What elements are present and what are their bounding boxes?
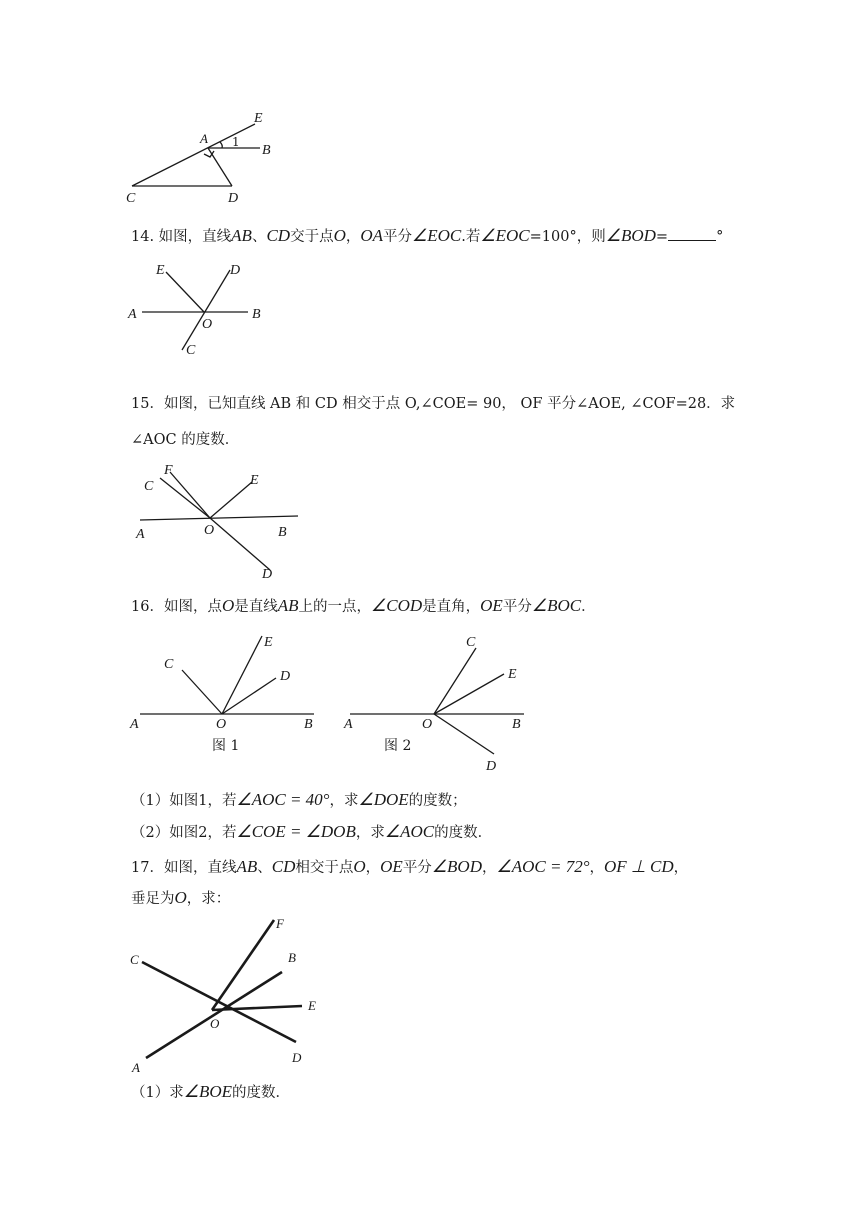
line-od — [210, 518, 270, 570]
line-oc — [182, 670, 222, 714]
label-a: A — [200, 131, 208, 146]
label-b: B — [262, 143, 271, 158]
q16-part2: （2）如图2，若∠COE = ∠DOB，求∠AOC的度数． — [131, 822, 493, 841]
label-e: E — [254, 111, 263, 126]
line-ab — [146, 972, 282, 1058]
label-c: C — [466, 635, 476, 650]
label-c: C — [130, 952, 139, 967]
label-c: C — [126, 191, 136, 206]
label-a: A — [128, 307, 137, 322]
q16-part1: （1）如图1，若∠AOC = 40°，求∠DOE的度数； — [131, 790, 467, 809]
figure-q15 — [130, 458, 310, 584]
q14-text: 14. 如图，直线AB、CD交于点O，OA平分∠EOC.若∠EOC=100°，则∠BOD= ° — [131, 226, 724, 245]
label-d: D — [230, 263, 241, 278]
q17-line2: 垂足为O，求： — [131, 888, 231, 907]
label-e: E — [508, 667, 517, 682]
label-b: B — [252, 307, 261, 322]
label-o: O — [216, 717, 227, 732]
label-d: D — [262, 567, 273, 582]
label-a: A — [130, 717, 139, 732]
line-ab — [140, 516, 298, 520]
label-a: A — [344, 717, 353, 732]
q16-text: 16．如图，点O是直线AB上的一点，∠COD是直角，OE平分∠BOC． — [131, 596, 596, 615]
q15-line1: 15．如图，已知直线 AB 和 CD 相交于点 O,∠COE= 90， OF 平分∠AOE, ∠COF=28．求 — [131, 396, 736, 412]
caption-fig1: 图 1 — [212, 738, 240, 754]
figure-q14 — [126, 258, 276, 364]
figure-q16-1 — [126, 628, 326, 756]
angle-1-arc — [220, 142, 222, 148]
line-oc — [160, 478, 210, 518]
figure-top-triangle — [120, 108, 290, 208]
label-o: O — [210, 1016, 220, 1031]
q17-line1: 17．如图，直线AB、CD相交于点O，OE平分∠BOD，∠AOC = 72°，OF ⊥ CD， — [131, 857, 689, 876]
line-ce — [132, 124, 255, 186]
label-b: B — [512, 717, 521, 732]
line-oc — [434, 648, 476, 714]
line-oe — [210, 482, 252, 518]
label-e: E — [308, 998, 316, 1013]
label-e: E — [250, 473, 259, 488]
label-d: D — [280, 669, 291, 684]
label-o: O — [202, 317, 213, 332]
label-a: A — [132, 1060, 140, 1074]
line-od — [222, 678, 276, 714]
label-d: D — [292, 1050, 302, 1065]
label-b: B — [278, 525, 287, 540]
label-o: O — [204, 523, 215, 538]
label-d: D — [486, 759, 497, 774]
answer-blank — [668, 227, 716, 241]
label-d: D — [228, 191, 239, 206]
label-f: F — [276, 916, 284, 931]
label-b: B — [304, 717, 313, 732]
label-c: C — [186, 343, 196, 358]
label-c: C — [144, 479, 154, 494]
label-a: A — [136, 527, 145, 542]
label-1: 1 — [232, 135, 240, 149]
q14-number: 14. — [131, 229, 155, 245]
figure-q16-2 — [338, 628, 538, 776]
line-od — [434, 714, 494, 754]
line-oe — [434, 674, 504, 714]
line-cd — [182, 270, 230, 350]
q17-part1: （1）求∠BOE的度数． — [131, 1082, 291, 1101]
label-b: B — [288, 950, 296, 965]
label-c: C — [164, 657, 174, 672]
figure-q17 — [126, 912, 326, 1074]
caption-fig2: 图 2 — [384, 738, 412, 754]
label-e: E — [156, 263, 165, 278]
line-oe — [166, 272, 204, 312]
label-f: F — [164, 463, 173, 478]
q15-line2: ∠AOC 的度数． — [131, 432, 240, 448]
line-oe — [222, 636, 262, 714]
label-e: E — [264, 635, 273, 650]
line-of — [170, 472, 210, 518]
label-o: O — [422, 717, 433, 732]
